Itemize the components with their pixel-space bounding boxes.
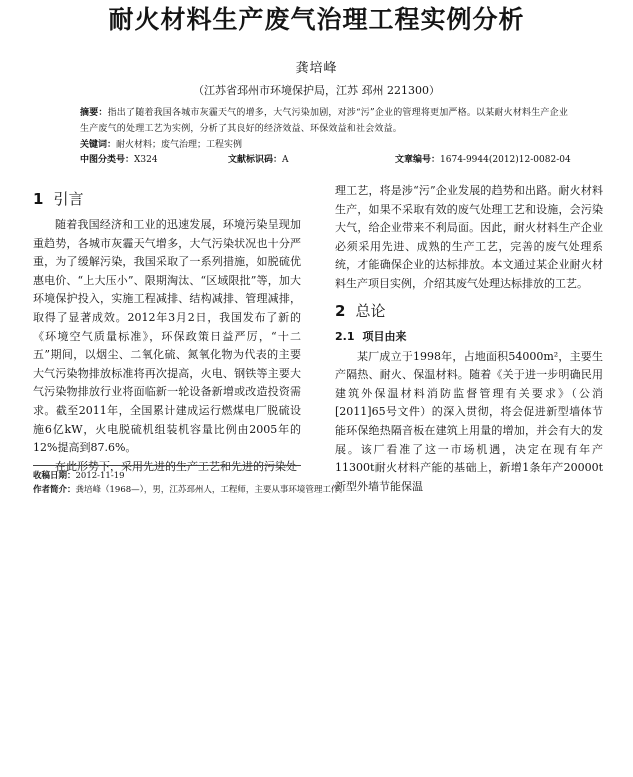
clc-label: 中图分类号： (80, 155, 135, 165)
section-number: 2 (335, 301, 346, 320)
right-column (335, 182, 603, 496)
abstract (80, 105, 568, 137)
paper-title: 耐火材料生产废气治理工程实例分析 (108, 5, 525, 34)
section-title: 总论 (355, 301, 386, 320)
keywords-text: 耐火材料；废气治理；工程实例 (116, 140, 243, 150)
document-code-label: 文献标识码： (228, 155, 283, 165)
left-column (33, 182, 301, 476)
subsection-heading-project-origin (335, 328, 603, 346)
document-code (228, 154, 289, 166)
section-heading-overview (335, 300, 603, 322)
footnote-divider (33, 465, 301, 466)
subsection-number: 2.1 (335, 329, 355, 343)
abstract-text: 指出了随着我国各城市灰霾天气的增多，大气污染加剧，对涉“污”企业的管理将更加严格。以某耐火材料生产企业生产废气的处理工艺为实例，分析了其良好的经济效益、环保效益和社会效益。 (80, 108, 569, 134)
received-date (33, 469, 323, 483)
clc-number (80, 154, 158, 166)
document-code-value: A (282, 155, 289, 165)
clc-value: X324 (134, 155, 158, 165)
author-bio-label: 作者简介： (33, 485, 76, 495)
author-bio-value: 龚培峰（1968—），男，江苏邳州人，工程师，主要从事环境管理工作。 (75, 485, 348, 495)
section-title: 引言 (53, 190, 84, 208)
received-date-label: 收稿日期： (33, 471, 76, 481)
keywords-label: 关键词： (80, 140, 117, 150)
abstract-label: 摘要： (80, 108, 108, 118)
article-number (395, 154, 571, 166)
footnotes (33, 469, 348, 497)
intro-paragraph-2-continued: 理工艺，将是涉“污”企业发展的趋势和出路。耐火材料生产，如果不采取有效的废气处理工艺和设施，会污染大气，给企业带来不利局面。因此，耐火材料生产企业必须采用先进、成熟的生产工艺，完善的废气处理系统，才能确保企业的达标排放。本文通过某企业耐火材料生产项目实例，介绍其废气处理达标排放的工艺。 (335, 184, 603, 290)
article-number-value: 1674-9944(2012)12-0082-04 (440, 155, 571, 165)
author-bio (33, 483, 348, 497)
intro-paragraph-2-start: 在此形势下，采用先进的生产工艺和先进的污染处 (55, 459, 297, 473)
subsection-title: 项目由来 (362, 329, 407, 343)
article-number-label: 文章编号： (395, 155, 441, 165)
section-number: 1 (33, 190, 44, 208)
section-heading-introduction (33, 188, 301, 210)
received-date-value: 2012-11-19 (75, 471, 125, 481)
author-name: 龚培峰 (295, 61, 338, 76)
project-origin-paragraph: 某厂成立于1998年，占地面积54000m²，主要生产隔热、耐火、保温材料。随着《关于进一步明确民用建筑外保温材料消防监督管理有关要求》（公消[2011]65号文件）的深入贯彻，将会促进新型墙体节能环保绝热隔音板在建筑上用量的增加，并会有大的发展。该厂看准了这一市场机遇，决定在现有年产11300t耐火材料产能的基础上，新增1条年产20000t新型外墙节能保温 (335, 349, 603, 493)
keywords (80, 138, 568, 152)
intro-paragraph-1: 随着我国经济和工业的迅速发展，环境污染呈现加重趋势，各城市灰霾天气增多，大气污染状况也十分严重，为了缓解污染，我国采取了一系列措施，如脱硫优惠电价、“上大压小”、限期淘汰、“区域限批”等，加大环境保护投入，实施工程减排、结构减排、管理减排，取得了显著成效。2012年3月2日，我国发布了新的《环境空气质量标准》，环保政策日益严厉，“十二五”期间，以烟尘、二氧化硫、氮氧化物为代表的主要大气污染物排放标准将再次提高，火电、钢铁等主要大气污染物排放行业将面临新一轮设备新增或改造投资需求。截至2011年，全国累计建成运行燃煤电厂脱硫设施6亿kW，火电脱硫机组装机容量比例由2005年的12%提高到87.6%。 (33, 218, 301, 455)
author-affiliation: （江苏省邳州市环境保护局，江苏 邳州 221300） (193, 84, 440, 97)
